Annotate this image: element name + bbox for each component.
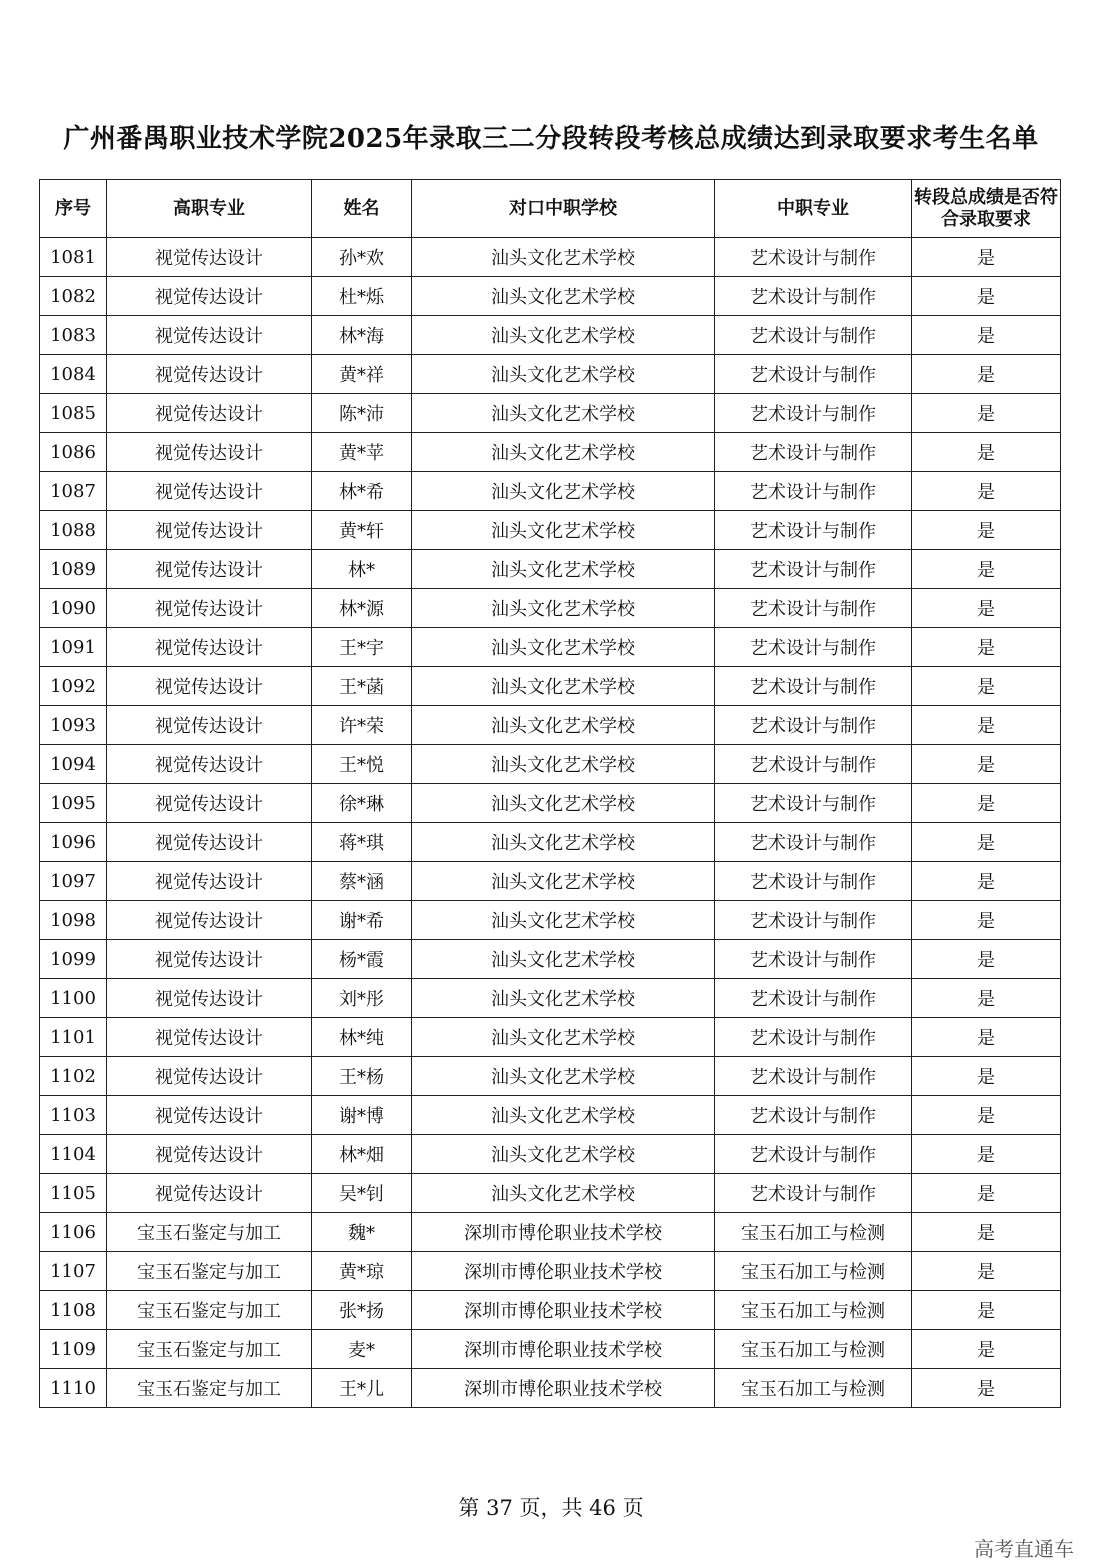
college-major-cell: 宝玉石鉴定与加工 xyxy=(107,1252,312,1291)
serial-cell: 1085 xyxy=(40,394,107,433)
qualified-cell: 是 xyxy=(912,901,1061,940)
college-major-cell: 视觉传达设计 xyxy=(107,745,312,784)
college-major-cell: 视觉传达设计 xyxy=(107,1135,312,1174)
qualified-cell: 是 xyxy=(912,238,1061,277)
qualified-cell: 是 xyxy=(912,1330,1061,1369)
school-cell: 汕头文化艺术学校 xyxy=(412,940,715,979)
secondary-major-cell: 艺术设计与制作 xyxy=(715,277,912,316)
serial-cell: 1105 xyxy=(40,1174,107,1213)
school-cell: 汕头文化艺术学校 xyxy=(412,706,715,745)
name-cell: 麦* xyxy=(312,1330,412,1369)
table-row xyxy=(40,1135,1061,1174)
college-major-cell: 视觉传达设计 xyxy=(107,238,312,277)
qualified-cell: 是 xyxy=(912,706,1061,745)
name-cell: 魏* xyxy=(312,1213,412,1252)
school-cell: 汕头文化艺术学校 xyxy=(412,277,715,316)
college-major-cell: 视觉传达设计 xyxy=(107,901,312,940)
serial-cell: 1104 xyxy=(40,1135,107,1174)
school-cell: 汕头文化艺术学校 xyxy=(412,823,715,862)
serial-cell: 1089 xyxy=(40,550,107,589)
college-major-cell: 视觉传达设计 xyxy=(107,472,312,511)
serial-cell: 1092 xyxy=(40,667,107,706)
secondary-major-cell: 艺术设计与制作 xyxy=(715,511,912,550)
qualified-cell: 是 xyxy=(912,823,1061,862)
serial-cell: 1088 xyxy=(40,511,107,550)
table-row xyxy=(40,277,1061,316)
name-cell: 许*荣 xyxy=(312,706,412,745)
school-cell: 汕头文化艺术学校 xyxy=(412,394,715,433)
school-cell: 汕头文化艺术学校 xyxy=(412,862,715,901)
secondary-major-cell: 艺术设计与制作 xyxy=(715,238,912,277)
table-row xyxy=(40,355,1061,394)
serial-cell: 1097 xyxy=(40,862,107,901)
qualified-cell: 是 xyxy=(912,550,1061,589)
name-cell: 陈*沛 xyxy=(312,394,412,433)
table-row xyxy=(40,823,1061,862)
header-name: 姓名 xyxy=(312,180,412,238)
table-row xyxy=(40,979,1061,1018)
college-major-cell: 视觉传达设计 xyxy=(107,511,312,550)
college-major-cell: 视觉传达设计 xyxy=(107,706,312,745)
college-major-cell: 视觉传达设计 xyxy=(107,979,312,1018)
qualified-cell: 是 xyxy=(912,784,1061,823)
qualified-cell: 是 xyxy=(912,862,1061,901)
college-major-cell: 视觉传达设计 xyxy=(107,433,312,472)
name-cell: 王*儿 xyxy=(312,1369,412,1408)
table-row xyxy=(40,667,1061,706)
qualified-cell: 是 xyxy=(912,1057,1061,1096)
secondary-major-cell: 艺术设计与制作 xyxy=(715,316,912,355)
qualified-cell: 是 xyxy=(912,628,1061,667)
school-cell: 汕头文化艺术学校 xyxy=(412,550,715,589)
qualified-cell: 是 xyxy=(912,316,1061,355)
serial-cell: 1106 xyxy=(40,1213,107,1252)
table-row xyxy=(40,1018,1061,1057)
school-cell: 汕头文化艺术学校 xyxy=(412,1018,715,1057)
secondary-major-cell: 艺术设计与制作 xyxy=(715,862,912,901)
secondary-major-cell: 艺术设计与制作 xyxy=(715,355,912,394)
table-row xyxy=(40,1252,1061,1291)
secondary-major-cell: 艺术设计与制作 xyxy=(715,1057,912,1096)
table-row xyxy=(40,1174,1061,1213)
qualified-cell: 是 xyxy=(912,1252,1061,1291)
secondary-major-cell: 艺术设计与制作 xyxy=(715,628,912,667)
table-row xyxy=(40,1369,1061,1408)
table-header-row xyxy=(40,180,1061,238)
serial-cell: 1091 xyxy=(40,628,107,667)
secondary-major-cell: 艺术设计与制作 xyxy=(715,472,912,511)
name-cell: 蒋*琪 xyxy=(312,823,412,862)
table-row xyxy=(40,472,1061,511)
college-major-cell: 视觉传达设计 xyxy=(107,1057,312,1096)
name-cell: 王*菡 xyxy=(312,667,412,706)
name-cell: 刘*彤 xyxy=(312,979,412,1018)
qualified-cell: 是 xyxy=(912,1291,1061,1330)
secondary-major-cell: 宝玉石加工与检测 xyxy=(715,1213,912,1252)
school-cell: 汕头文化艺术学校 xyxy=(412,316,715,355)
table-row xyxy=(40,1096,1061,1135)
serial-cell: 1110 xyxy=(40,1369,107,1408)
secondary-major-cell: 艺术设计与制作 xyxy=(715,589,912,628)
college-major-cell: 宝玉石鉴定与加工 xyxy=(107,1213,312,1252)
name-cell: 王*杨 xyxy=(312,1057,412,1096)
serial-cell: 1108 xyxy=(40,1291,107,1330)
name-cell: 孙*欢 xyxy=(312,238,412,277)
serial-cell: 1103 xyxy=(40,1096,107,1135)
qualified-cell: 是 xyxy=(912,433,1061,472)
school-cell: 汕头文化艺术学校 xyxy=(412,433,715,472)
name-cell: 黄*祥 xyxy=(312,355,412,394)
college-major-cell: 视觉传达设计 xyxy=(107,1096,312,1135)
serial-cell: 1109 xyxy=(40,1330,107,1369)
school-cell: 汕头文化艺术学校 xyxy=(412,628,715,667)
serial-cell: 1087 xyxy=(40,472,107,511)
qualified-cell: 是 xyxy=(912,1135,1061,1174)
college-major-cell: 视觉传达设计 xyxy=(107,589,312,628)
table-row xyxy=(40,433,1061,472)
qualified-cell: 是 xyxy=(912,979,1061,1018)
name-cell: 吴*钊 xyxy=(312,1174,412,1213)
secondary-major-cell: 艺术设计与制作 xyxy=(715,940,912,979)
school-cell: 汕头文化艺术学校 xyxy=(412,1096,715,1135)
college-major-cell: 视觉传达设计 xyxy=(107,940,312,979)
name-cell: 林*畑 xyxy=(312,1135,412,1174)
header-college-major: 高职专业 xyxy=(107,180,312,238)
qualified-cell: 是 xyxy=(912,667,1061,706)
name-cell: 杨*霞 xyxy=(312,940,412,979)
college-major-cell: 宝玉石鉴定与加工 xyxy=(107,1330,312,1369)
secondary-major-cell: 宝玉石加工与检测 xyxy=(715,1369,912,1408)
school-cell: 汕头文化艺术学校 xyxy=(412,667,715,706)
serial-cell: 1081 xyxy=(40,238,107,277)
secondary-major-cell: 艺术设计与制作 xyxy=(715,784,912,823)
serial-cell: 1082 xyxy=(40,277,107,316)
school-cell: 汕头文化艺术学校 xyxy=(412,901,715,940)
secondary-major-cell: 艺术设计与制作 xyxy=(715,745,912,784)
secondary-major-cell: 艺术设计与制作 xyxy=(715,550,912,589)
watermark: 高考直通车 xyxy=(974,1537,1074,1561)
school-cell: 深圳市博伦职业技术学校 xyxy=(412,1213,715,1252)
name-cell: 王*悦 xyxy=(312,745,412,784)
name-cell: 黄*苹 xyxy=(312,433,412,472)
header-qualified: 转段总成绩是否符合录取要求 xyxy=(912,180,1061,238)
qualified-cell: 是 xyxy=(912,1096,1061,1135)
serial-cell: 1102 xyxy=(40,1057,107,1096)
college-major-cell: 宝玉石鉴定与加工 xyxy=(107,1369,312,1408)
school-cell: 汕头文化艺术学校 xyxy=(412,979,715,1018)
serial-cell: 1098 xyxy=(40,901,107,940)
qualified-cell: 是 xyxy=(912,1018,1061,1057)
name-cell: 林*源 xyxy=(312,589,412,628)
table-row xyxy=(40,394,1061,433)
name-cell: 王*宇 xyxy=(312,628,412,667)
college-major-cell: 视觉传达设计 xyxy=(107,316,312,355)
table-row xyxy=(40,901,1061,940)
name-cell: 徐*琳 xyxy=(312,784,412,823)
secondary-major-cell: 艺术设计与制作 xyxy=(715,1096,912,1135)
secondary-major-cell: 艺术设计与制作 xyxy=(715,667,912,706)
header-secondary-school: 对口中职学校 xyxy=(412,180,715,238)
school-cell: 深圳市博伦职业技术学校 xyxy=(412,1252,715,1291)
table-row xyxy=(40,1330,1061,1369)
serial-cell: 1100 xyxy=(40,979,107,1018)
secondary-major-cell: 艺术设计与制作 xyxy=(715,1018,912,1057)
table-row xyxy=(40,1291,1061,1330)
college-major-cell: 视觉传达设计 xyxy=(107,394,312,433)
school-cell: 深圳市博伦职业技术学校 xyxy=(412,1291,715,1330)
college-major-cell: 视觉传达设计 xyxy=(107,667,312,706)
name-cell: 张*扬 xyxy=(312,1291,412,1330)
secondary-major-cell: 宝玉石加工与检测 xyxy=(715,1330,912,1369)
school-cell: 汕头文化艺术学校 xyxy=(412,238,715,277)
table-row xyxy=(40,316,1061,355)
secondary-major-cell: 艺术设计与制作 xyxy=(715,979,912,1018)
serial-cell: 1086 xyxy=(40,433,107,472)
college-major-cell: 视觉传达设计 xyxy=(107,862,312,901)
school-cell: 汕头文化艺术学校 xyxy=(412,589,715,628)
table-row xyxy=(40,1213,1061,1252)
serial-cell: 1084 xyxy=(40,355,107,394)
college-major-cell: 视觉传达设计 xyxy=(107,1174,312,1213)
name-cell: 林* xyxy=(312,550,412,589)
name-cell: 林*希 xyxy=(312,472,412,511)
qualified-cell: 是 xyxy=(912,940,1061,979)
qualified-cell: 是 xyxy=(912,589,1061,628)
qualified-cell: 是 xyxy=(912,355,1061,394)
college-major-cell: 宝玉石鉴定与加工 xyxy=(107,1291,312,1330)
school-cell: 汕头文化艺术学校 xyxy=(412,1057,715,1096)
name-cell: 蔡*涵 xyxy=(312,862,412,901)
qualified-cell: 是 xyxy=(912,472,1061,511)
document-title: 广州番禺职业技术学院2025年录取三二分段转段考核总成绩达到录取要求考生名单 xyxy=(63,124,1039,154)
college-major-cell: 视觉传达设计 xyxy=(107,628,312,667)
school-cell: 汕头文化艺术学校 xyxy=(412,472,715,511)
secondary-major-cell: 宝玉石加工与检测 xyxy=(715,1291,912,1330)
qualified-cell: 是 xyxy=(912,394,1061,433)
qualified-cell: 是 xyxy=(912,1213,1061,1252)
secondary-major-cell: 艺术设计与制作 xyxy=(715,394,912,433)
secondary-major-cell: 艺术设计与制作 xyxy=(715,706,912,745)
table-row xyxy=(40,706,1061,745)
header-secondary-major: 中职专业 xyxy=(715,180,912,238)
serial-cell: 1099 xyxy=(40,940,107,979)
name-cell: 谢*博 xyxy=(312,1096,412,1135)
name-cell: 黄*琼 xyxy=(312,1252,412,1291)
table-row xyxy=(40,589,1061,628)
table-row xyxy=(40,1057,1061,1096)
table-row xyxy=(40,511,1061,550)
page-number: 第 37 页，共 46 页 xyxy=(458,1496,644,1520)
serial-cell: 1096 xyxy=(40,823,107,862)
school-cell: 汕头文化艺术学校 xyxy=(412,745,715,784)
qualified-cell: 是 xyxy=(912,745,1061,784)
serial-cell: 1090 xyxy=(40,589,107,628)
name-cell: 谢*希 xyxy=(312,901,412,940)
qualified-cell: 是 xyxy=(912,1369,1061,1408)
table-row xyxy=(40,628,1061,667)
school-cell: 汕头文化艺术学校 xyxy=(412,1135,715,1174)
serial-cell: 1107 xyxy=(40,1252,107,1291)
college-major-cell: 视觉传达设计 xyxy=(107,355,312,394)
school-cell: 深圳市博伦职业技术学校 xyxy=(412,1330,715,1369)
table-row xyxy=(40,745,1061,784)
admission-table xyxy=(39,179,1061,1408)
qualified-cell: 是 xyxy=(912,1174,1061,1213)
table-row xyxy=(40,550,1061,589)
header-serial: 序号 xyxy=(40,180,107,238)
school-cell: 汕头文化艺术学校 xyxy=(412,355,715,394)
table-row xyxy=(40,784,1061,823)
serial-cell: 1094 xyxy=(40,745,107,784)
college-major-cell: 视觉传达设计 xyxy=(107,550,312,589)
school-cell: 汕头文化艺术学校 xyxy=(412,1174,715,1213)
serial-cell: 1101 xyxy=(40,1018,107,1057)
table-row xyxy=(40,862,1061,901)
college-major-cell: 视觉传达设计 xyxy=(107,1018,312,1057)
serial-cell: 1093 xyxy=(40,706,107,745)
table-body xyxy=(40,238,1061,1408)
secondary-major-cell: 宝玉石加工与检测 xyxy=(715,1252,912,1291)
secondary-major-cell: 艺术设计与制作 xyxy=(715,901,912,940)
college-major-cell: 视觉传达设计 xyxy=(107,823,312,862)
name-cell: 黄*轩 xyxy=(312,511,412,550)
secondary-major-cell: 艺术设计与制作 xyxy=(715,1135,912,1174)
secondary-major-cell: 艺术设计与制作 xyxy=(715,433,912,472)
serial-cell: 1095 xyxy=(40,784,107,823)
table-row xyxy=(40,238,1061,277)
table-row xyxy=(40,940,1061,979)
college-major-cell: 视觉传达设计 xyxy=(107,277,312,316)
secondary-major-cell: 艺术设计与制作 xyxy=(715,823,912,862)
name-cell: 杜*烁 xyxy=(312,277,412,316)
secondary-major-cell: 艺术设计与制作 xyxy=(715,1174,912,1213)
serial-cell: 1083 xyxy=(40,316,107,355)
school-cell: 深圳市博伦职业技术学校 xyxy=(412,1369,715,1408)
college-major-cell: 视觉传达设计 xyxy=(107,784,312,823)
school-cell: 汕头文化艺术学校 xyxy=(412,784,715,823)
qualified-cell: 是 xyxy=(912,511,1061,550)
name-cell: 林*海 xyxy=(312,316,412,355)
name-cell: 林*纯 xyxy=(312,1018,412,1057)
qualified-cell: 是 xyxy=(912,277,1061,316)
school-cell: 汕头文化艺术学校 xyxy=(412,511,715,550)
